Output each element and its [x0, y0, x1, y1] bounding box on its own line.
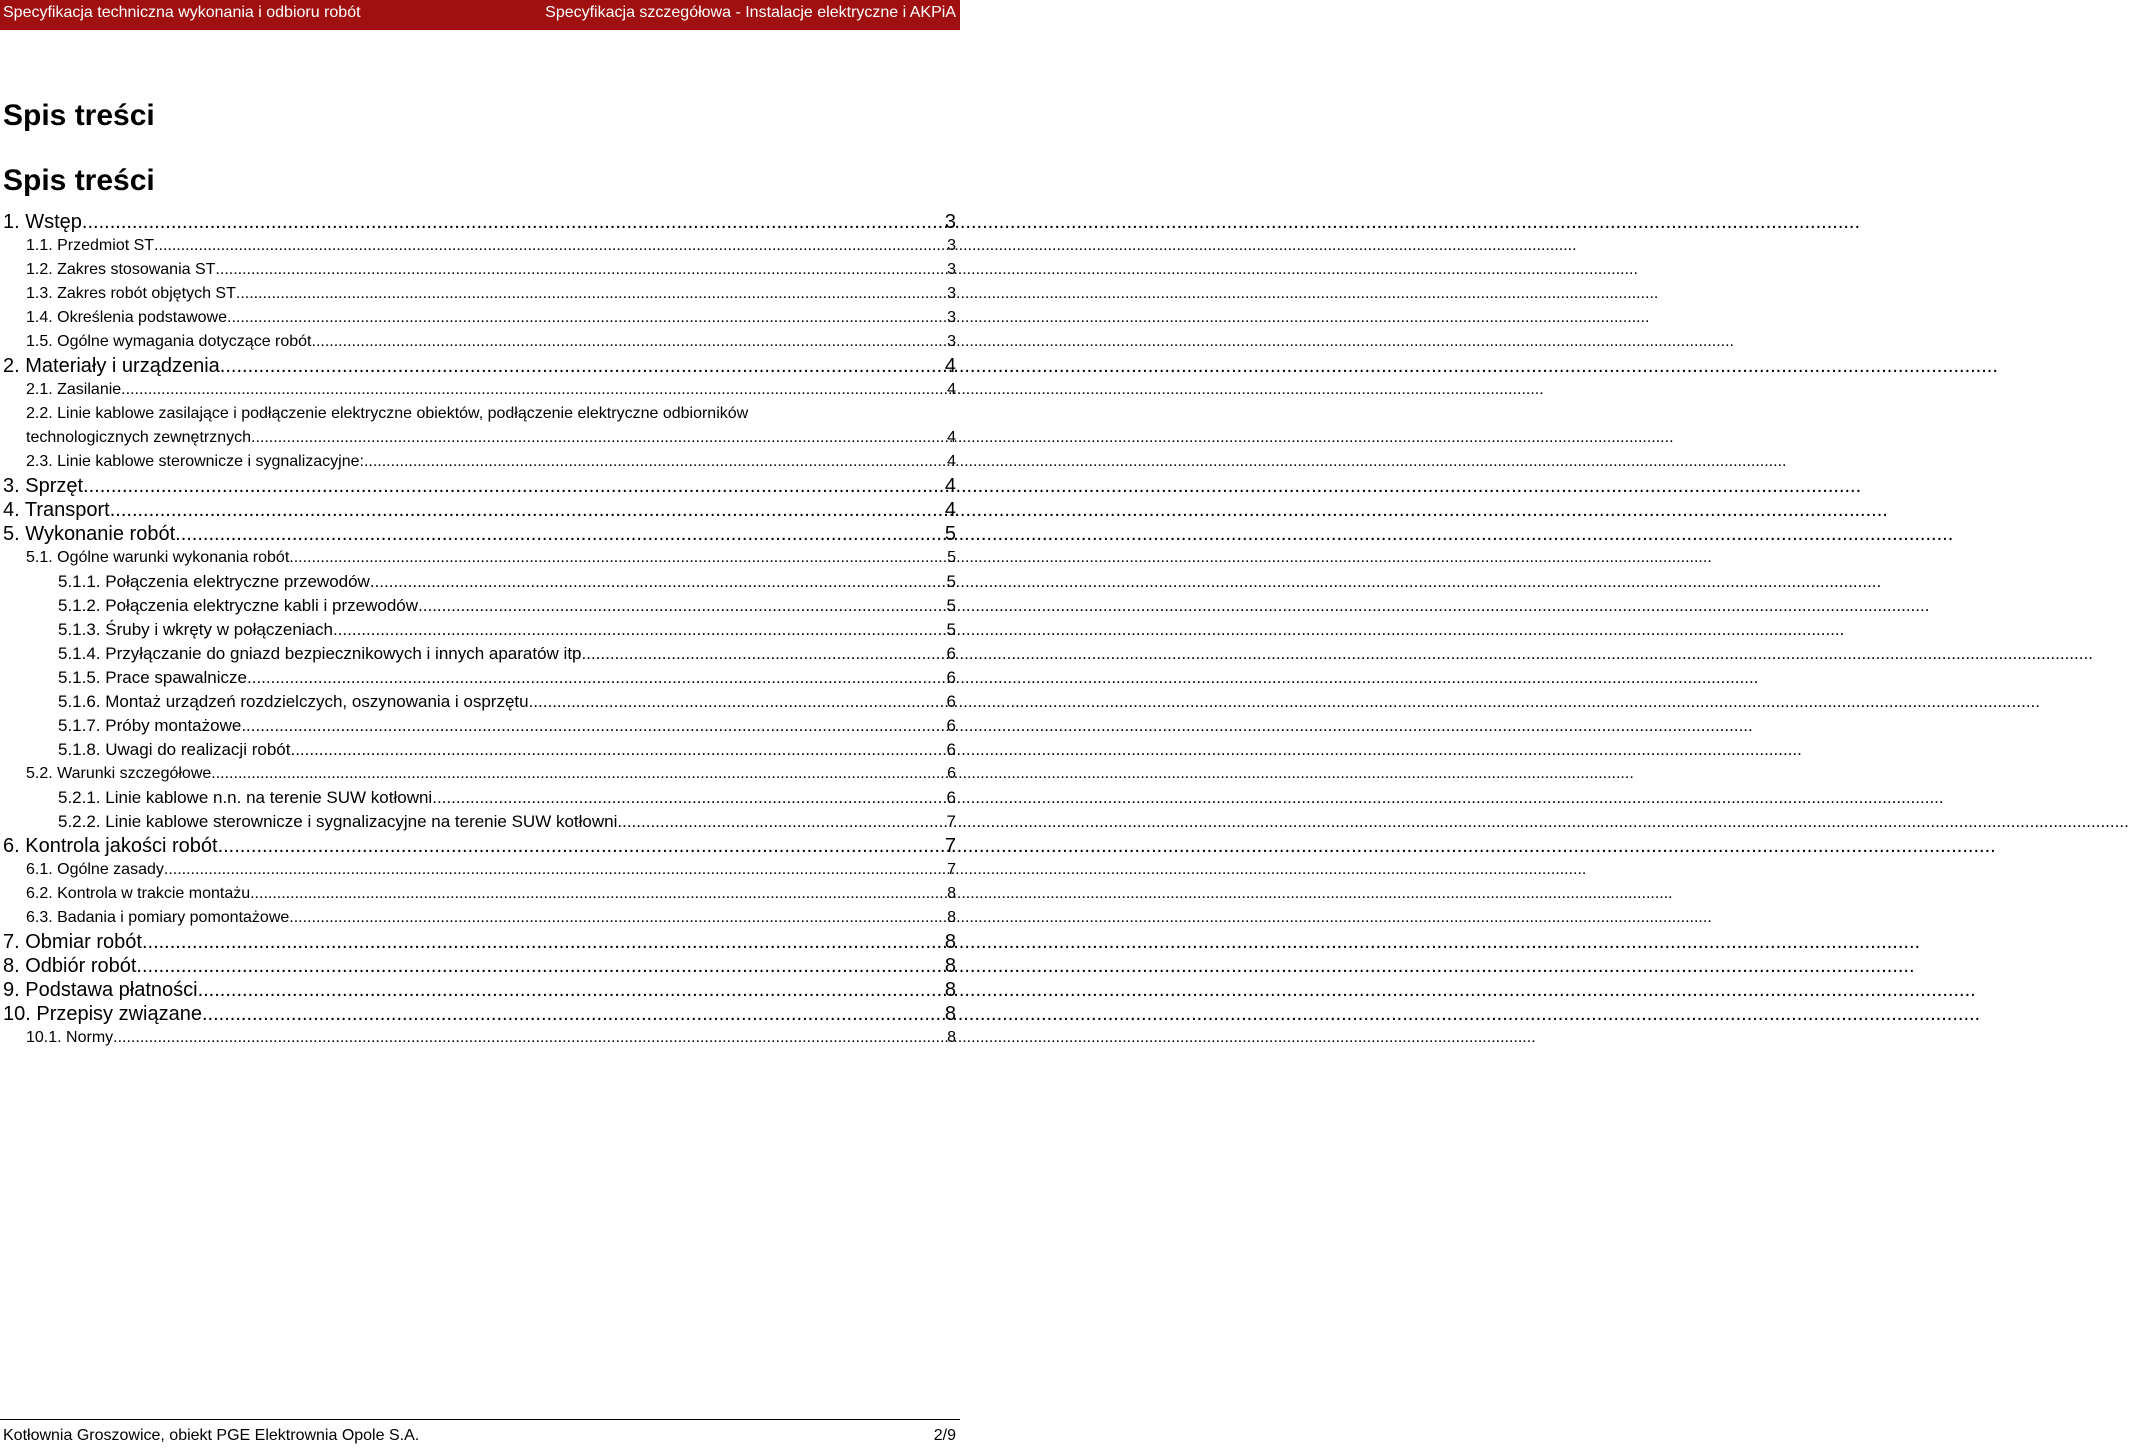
- toc-entry[interactable]: [0, 474, 960, 498]
- toc-dot-leader: [236, 282, 947, 306]
- toc-dot-leader: [529, 690, 947, 714]
- toc-entry[interactable]: [0, 882, 960, 906]
- toc-page-number: 3: [947, 285, 956, 302]
- toc-entry[interactable]: [0, 906, 960, 930]
- toc-entry-continuation: [26, 426, 956, 450]
- toc-dot-leader: [370, 570, 947, 594]
- toc-dot-leader: [418, 594, 947, 618]
- toc-entry-title: 5.1.2. Połączenia elektryczne kabli i przewodów: [58, 596, 419, 615]
- toc-entry[interactable]: [0, 618, 960, 642]
- toc-dot-leader: [582, 642, 947, 666]
- toc-dot-leader: [290, 738, 946, 762]
- toc-dot-leader: [333, 618, 947, 642]
- toc-entry[interactable]: [0, 282, 960, 306]
- toc-dot-leader: [164, 858, 947, 882]
- toc-page-number: 8: [947, 1029, 956, 1046]
- toc-entry[interactable]: [0, 354, 960, 378]
- toc-entry-title: 7. Obmiar robót: [3, 931, 142, 953]
- toc-dot-leader: [83, 474, 945, 498]
- toc-entry-title: 1.1. Przedmiot ST: [26, 237, 155, 254]
- toc-page-number: 7: [944, 835, 956, 857]
- toc-dot-leader: [142, 930, 945, 954]
- toc-dot-leader: [364, 450, 947, 474]
- toc-entry[interactable]: [0, 738, 960, 762]
- toc-entry-title: 5.1. Ogólne warunki wykonania robót: [26, 549, 290, 566]
- toc-dot-leader: [110, 498, 945, 522]
- toc-entry[interactable]: [0, 690, 960, 714]
- toc-page-number: 8: [947, 909, 956, 926]
- toc-page-number: 5: [946, 620, 956, 639]
- toc-entry-title: 6. Kontrola jakości robót: [3, 835, 218, 857]
- toc-entry[interactable]: [0, 954, 960, 978]
- header-left-title: Specyfikacja techniczna wykonania i odbioru robót: [3, 4, 361, 21]
- toc-dot-leader: [113, 1026, 947, 1050]
- page-header: [0, 0, 960, 30]
- toc-entry[interactable]: [0, 594, 960, 618]
- toc-entry-title: 5.2.2. Linie kablowe sterownicze i sygnalizacyjne na terenie SUW kotłowni: [58, 812, 618, 831]
- toc-heading: Spis treści: [3, 99, 155, 132]
- toc-entry[interactable]: [0, 522, 960, 546]
- toc-entry[interactable]: [0, 306, 960, 330]
- toc-page-number: 5: [947, 549, 956, 566]
- toc-entry-title-cont: technologicznych zewnętrznych: [26, 429, 252, 446]
- toc-page-number: 6: [947, 765, 956, 782]
- toc-entry-title: 2. Materiały i urządzenia: [3, 355, 220, 377]
- toc-dot-leader: [289, 906, 947, 930]
- toc-dot-leader: [198, 978, 945, 1002]
- toc-page-number: 4: [944, 475, 956, 497]
- toc-dot-leader: [250, 882, 947, 906]
- toc-page-number: 5: [944, 523, 956, 545]
- toc-page-number: 4: [947, 429, 956, 446]
- toc-entry-title: 5.1.3. Śruby i wkręty w połączeniach: [58, 620, 333, 639]
- toc-dot-leader: [432, 786, 946, 810]
- toc-entry-title: 1.2. Zakres stosowania ST: [26, 261, 216, 278]
- toc-dot-leader: [289, 546, 947, 570]
- toc-entry[interactable]: [0, 330, 960, 354]
- toc-entry[interactable]: [0, 930, 960, 954]
- footer-page-number: 2/9: [933, 1427, 956, 1444]
- toc-entry[interactable]: [0, 810, 960, 834]
- toc-dot-leader: [220, 354, 945, 378]
- toc-entry[interactable]: [0, 786, 960, 810]
- toc-entry-title: 2.3. Linie kablowe sterownicze i sygnalizacyjne:: [26, 453, 364, 470]
- toc-entry[interactable]: [0, 642, 960, 666]
- toc-entry-title: 1.3. Zakres robót objętych ST: [26, 285, 236, 302]
- toc-dot-leader: [154, 234, 947, 258]
- toc-entry-title: 4. Transport: [3, 499, 110, 521]
- toc-entry-title: 5.2. Warunki szczegółowe: [26, 765, 212, 782]
- toc-page-number: 8: [944, 1003, 956, 1025]
- toc-entry[interactable]: [0, 498, 960, 522]
- toc-page-number: 4: [947, 453, 956, 470]
- toc-entry-title: 6.1. Ogólne zasady: [26, 861, 164, 878]
- toc-entry-title: 1. Wstęp: [3, 211, 82, 233]
- toc-page-number: 3: [947, 333, 956, 350]
- toc-page-number: 6: [946, 692, 956, 711]
- toc-dot-leader: [215, 258, 947, 282]
- toc-entry[interactable]: [0, 378, 960, 402]
- table-of-contents: [0, 210, 960, 1050]
- toc-dot-leader: [82, 210, 945, 234]
- toc-entry[interactable]: [0, 450, 960, 474]
- toc-entry-title: 3. Sprzęt: [3, 475, 84, 497]
- toc-entry-title: 5.1.5. Prace spawalnicze: [58, 668, 247, 687]
- toc-page-number: 3: [944, 211, 956, 233]
- toc-dot-leader: [312, 330, 948, 354]
- toc-entry[interactable]: [0, 258, 960, 282]
- toc-dot-leader: [202, 1002, 945, 1026]
- toc-page-number: 6: [946, 644, 956, 663]
- toc-entry-title: 5.2.1. Linie kablowe n.n. na terenie SUW kotłowni: [58, 788, 433, 807]
- toc-entry-title: 10.1. Normy: [26, 1029, 114, 1046]
- toc-page-number: 4: [947, 381, 956, 398]
- toc-entry-title: 5.1.8. Uwagi do realizacji robót: [58, 740, 291, 759]
- toc-dot-leader: [175, 522, 945, 546]
- toc-page-number: 7: [947, 861, 956, 878]
- toc-entry[interactable]: [0, 570, 960, 594]
- toc-page-number: 8: [944, 955, 956, 977]
- toc-dot-leader: [241, 714, 946, 738]
- toc-dot-leader: [211, 762, 947, 786]
- toc-dot-leader: [136, 954, 944, 978]
- toc-page-number: 5: [946, 596, 956, 615]
- toc-entry[interactable]: [0, 714, 960, 738]
- header-right-title: Specyfikacja szczegółowa - Instalacje elektryczne i AKPiA: [545, 4, 956, 21]
- toc-entry[interactable]: [0, 234, 960, 258]
- footer-location: Kotłownia Groszowice, obiekt PGE Elektrownia Opole S.A.: [3, 1427, 420, 1444]
- toc-entry[interactable]: [0, 402, 960, 450]
- toc-entry-title: 1.4. Określenia podstawowe: [26, 309, 227, 326]
- toc-entry-title: 2.2. Linie kablowe zasilające i podłączenie elektryczne obiektów, podłączenie elektryczne odbiorników: [26, 405, 749, 422]
- toc-entry-title: 5. Wykonanie robót: [3, 523, 176, 545]
- toc-entry-title: 5.1.4. Przyłączanie do gniazd bezpiecznikowych i innych aparatów itp: [58, 644, 582, 663]
- toc-page-number: 3: [947, 237, 956, 254]
- toc-entry-title: 9. Podstawa płatności: [3, 979, 198, 1001]
- toc-entry-title: 8. Odbiór robót: [3, 955, 137, 977]
- toc-page-number: 6: [946, 788, 956, 807]
- toc-entry[interactable]: [0, 666, 960, 690]
- toc-page-number: 6: [946, 716, 956, 735]
- toc-page-number: 8: [944, 979, 956, 1001]
- toc-entry[interactable]: [0, 1002, 960, 1026]
- toc-entry[interactable]: [0, 1026, 960, 1050]
- toc-dot-leader: [617, 810, 946, 834]
- toc-entry[interactable]: [0, 762, 960, 786]
- toc-page-number: 3: [947, 309, 956, 326]
- toc-entry-title: 10. Przepisy związane: [3, 1003, 202, 1025]
- toc-entry[interactable]: [0, 546, 960, 570]
- toc-entry-title: 5.1.7. Próby montażowe: [58, 716, 242, 735]
- toc-page-number: 6: [946, 668, 956, 687]
- toc-entry[interactable]: [0, 834, 960, 858]
- toc-entry[interactable]: [0, 210, 960, 234]
- toc-entry-title: 1.5. Ogólne wymagania dotyczące robót: [26, 333, 312, 350]
- toc-page-number: 8: [944, 931, 956, 953]
- toc-entry[interactable]: [0, 858, 960, 882]
- toc-page-number: 3: [947, 261, 956, 278]
- toc-page-number: 6: [946, 740, 956, 759]
- toc-entry-title: 5.1.6. Montaż urządzeń rozdzielczych, oszynowania i osprzętu: [58, 692, 529, 711]
- toc-entry-title: 5.1.1. Połączenia elektryczne przewodów: [58, 572, 370, 591]
- toc-dot-leader: [227, 306, 947, 330]
- toc-page-number: 5: [946, 572, 956, 591]
- toc-entry-title: 2.1. Zasilanie: [26, 381, 122, 398]
- toc-page-number: 4: [944, 355, 956, 377]
- toc-dot-leader: [121, 378, 947, 402]
- toc-entry-title: 6.2. Kontrola w trakcie montażu: [26, 885, 251, 902]
- toc-dot-leader: [218, 834, 945, 858]
- toc-entry[interactable]: [0, 978, 960, 1002]
- page-footer: [0, 1419, 960, 1449]
- toc-page-number: 7: [946, 812, 956, 831]
- toc-page-number: 8: [947, 885, 956, 902]
- toc-heading-repeat: Spis treści: [3, 164, 155, 197]
- toc-entry-title: 6.3. Badania i pomiary pomontażowe: [26, 909, 290, 926]
- toc-page-number: 4: [944, 499, 956, 521]
- toc-dot-leader: [247, 666, 947, 690]
- toc-dot-leader: [251, 426, 947, 450]
